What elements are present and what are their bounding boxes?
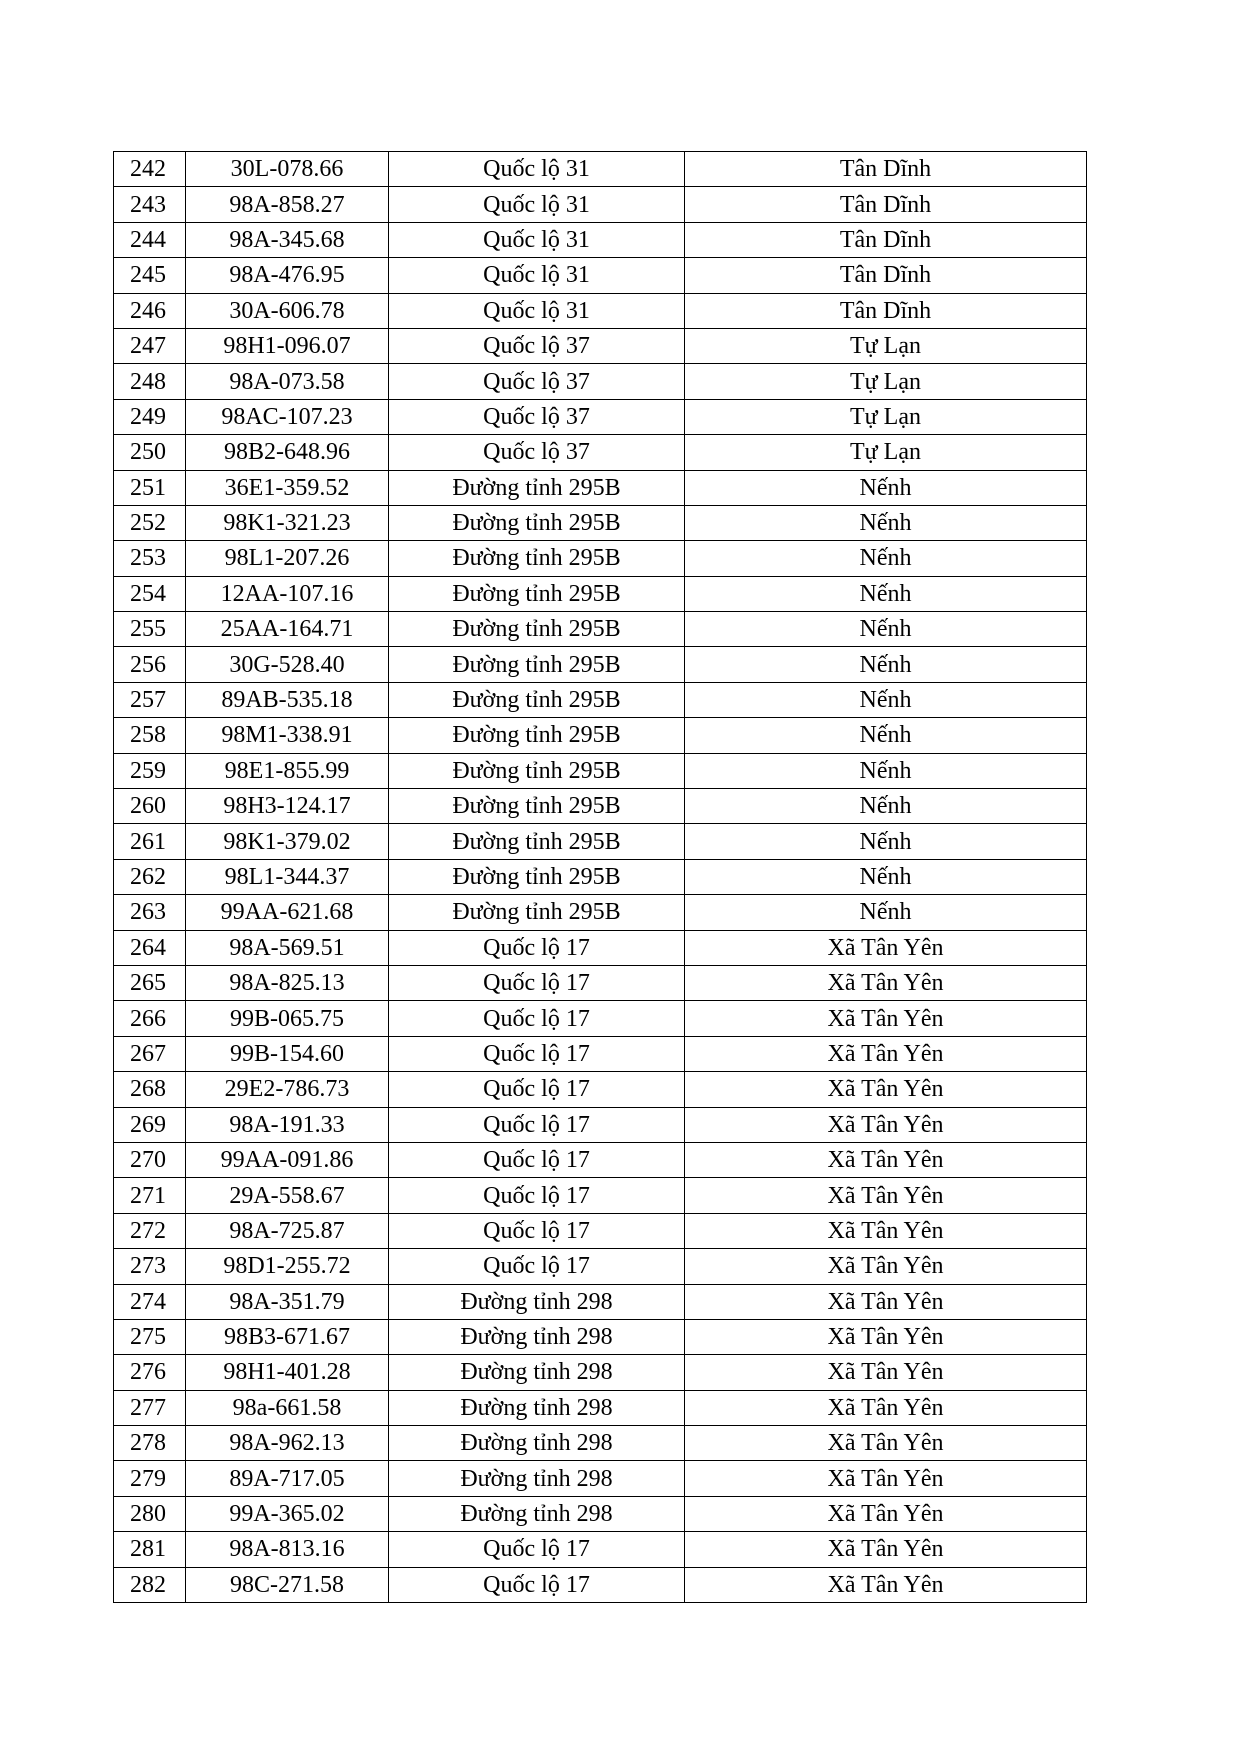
table-row — [114, 328, 1087, 363]
road-cell: Đường tỉnh 295B — [389, 505, 685, 540]
row-number-cell: 253 — [114, 541, 186, 576]
road-cell: Quốc lộ 31 — [389, 258, 685, 293]
row-number-cell: 248 — [114, 364, 186, 399]
plate-number-cell: 99B-154.60 — [186, 1036, 389, 1071]
row-number-cell: 269 — [114, 1107, 186, 1142]
road-cell: Quốc lộ 17 — [389, 930, 685, 965]
commune-cell: Nếnh — [685, 612, 1087, 647]
commune-cell: Tân Dĩnh — [685, 222, 1087, 257]
road-cell: Quốc lộ 17 — [389, 965, 685, 1000]
road-cell: Quốc lộ 31 — [389, 152, 685, 187]
road-cell: Quốc lộ 31 — [389, 222, 685, 257]
plate-number-cell: 98AC-107.23 — [186, 399, 389, 434]
commune-cell: Xã Tân Yên — [685, 1461, 1087, 1496]
row-number-cell: 258 — [114, 718, 186, 753]
commune-cell: Nếnh — [685, 647, 1087, 682]
road-cell: Đường tỉnh 298 — [389, 1390, 685, 1425]
table-row — [114, 859, 1087, 894]
road-cell: Đường tỉnh 295B — [389, 753, 685, 788]
row-number-cell: 271 — [114, 1178, 186, 1213]
road-cell: Đường tỉnh 298 — [389, 1426, 685, 1461]
table-row — [114, 576, 1087, 611]
road-cell: Quốc lộ 17 — [389, 1001, 685, 1036]
table-row — [114, 1355, 1087, 1390]
plate-number-cell: 98A-825.13 — [186, 965, 389, 1000]
table-row — [114, 718, 1087, 753]
table-row — [114, 824, 1087, 859]
plate-number-cell: 98K1-321.23 — [186, 505, 389, 540]
table-row — [114, 789, 1087, 824]
table-row — [114, 1461, 1087, 1496]
commune-cell: Nếnh — [685, 824, 1087, 859]
table-row — [114, 1107, 1087, 1142]
commune-cell: Xã Tân Yên — [685, 1249, 1087, 1284]
plate-number-cell: 89A-717.05 — [186, 1461, 389, 1496]
table-row — [114, 1001, 1087, 1036]
road-cell: Đường tỉnh 295B — [389, 470, 685, 505]
plate-number-cell: 98B2-648.96 — [186, 435, 389, 470]
row-number-cell: 277 — [114, 1390, 186, 1425]
commune-cell: Xã Tân Yên — [685, 1178, 1087, 1213]
road-cell: Quốc lộ 37 — [389, 435, 685, 470]
commune-cell: Nếnh — [685, 859, 1087, 894]
row-number-cell: 259 — [114, 753, 186, 788]
row-number-cell: 278 — [114, 1426, 186, 1461]
commune-cell: Xã Tân Yên — [685, 1107, 1087, 1142]
plate-number-cell: 98B3-671.67 — [186, 1319, 389, 1354]
plate-number-cell: 98A-073.58 — [186, 364, 389, 399]
row-number-cell: 243 — [114, 187, 186, 222]
plate-number-cell: 98A-351.79 — [186, 1284, 389, 1319]
table-row — [114, 1072, 1087, 1107]
commune-cell: Xã Tân Yên — [685, 1319, 1087, 1354]
plate-number-cell: 25AA-164.71 — [186, 612, 389, 647]
table-body — [114, 152, 1087, 1603]
row-number-cell: 270 — [114, 1142, 186, 1177]
commune-cell: Xã Tân Yên — [685, 1567, 1087, 1602]
road-cell: Quốc lộ 37 — [389, 364, 685, 399]
plate-number-cell: 36E1-359.52 — [186, 470, 389, 505]
road-cell: Quốc lộ 17 — [389, 1532, 685, 1567]
row-number-cell: 247 — [114, 328, 186, 363]
row-number-cell: 263 — [114, 895, 186, 930]
plate-number-cell: 98A-858.27 — [186, 187, 389, 222]
row-number-cell: 257 — [114, 682, 186, 717]
plate-number-cell: 29E2-786.73 — [186, 1072, 389, 1107]
row-number-cell: 256 — [114, 647, 186, 682]
plate-number-cell: 99B-065.75 — [186, 1001, 389, 1036]
plate-number-cell: 30A-606.78 — [186, 293, 389, 328]
road-cell: Đường tỉnh 295B — [389, 824, 685, 859]
row-number-cell: 280 — [114, 1496, 186, 1531]
plate-number-cell: 12AA-107.16 — [186, 576, 389, 611]
row-number-cell: 249 — [114, 399, 186, 434]
table-row — [114, 435, 1087, 470]
plate-number-cell: 98M1-338.91 — [186, 718, 389, 753]
road-cell: Đường tỉnh 295B — [389, 789, 685, 824]
plate-number-cell: 98H1-401.28 — [186, 1355, 389, 1390]
row-number-cell: 260 — [114, 789, 186, 824]
commune-cell: Xã Tân Yên — [685, 1142, 1087, 1177]
table-row — [114, 682, 1087, 717]
row-number-cell: 275 — [114, 1319, 186, 1354]
commune-cell: Xã Tân Yên — [685, 1072, 1087, 1107]
table-row — [114, 541, 1087, 576]
road-cell: Đường tỉnh 295B — [389, 612, 685, 647]
table-row — [114, 399, 1087, 434]
row-number-cell: 242 — [114, 152, 186, 187]
commune-cell: Nếnh — [685, 895, 1087, 930]
commune-cell: Xã Tân Yên — [685, 1390, 1087, 1425]
row-number-cell: 276 — [114, 1355, 186, 1390]
road-cell: Quốc lộ 17 — [389, 1107, 685, 1142]
plate-number-cell: 98A-569.51 — [186, 930, 389, 965]
road-cell: Đường tỉnh 298 — [389, 1284, 685, 1319]
commune-cell: Nếnh — [685, 753, 1087, 788]
plate-number-cell: 98L1-207.26 — [186, 541, 389, 576]
table-row — [114, 647, 1087, 682]
road-cell: Đường tỉnh 295B — [389, 859, 685, 894]
row-number-cell: 279 — [114, 1461, 186, 1496]
table-row — [114, 505, 1087, 540]
table-row — [114, 258, 1087, 293]
table-row — [114, 1496, 1087, 1531]
row-number-cell: 282 — [114, 1567, 186, 1602]
commune-cell: Nếnh — [685, 576, 1087, 611]
commune-cell: Tự Lạn — [685, 364, 1087, 399]
plate-number-cell: 98H3-124.17 — [186, 789, 389, 824]
commune-cell: Tân Dĩnh — [685, 293, 1087, 328]
row-number-cell: 255 — [114, 612, 186, 647]
table-row — [114, 470, 1087, 505]
violation-table — [113, 151, 1087, 1603]
plate-number-cell: 98K1-379.02 — [186, 824, 389, 859]
row-number-cell: 267 — [114, 1036, 186, 1071]
plate-number-cell: 98A-813.16 — [186, 1532, 389, 1567]
commune-cell: Nếnh — [685, 789, 1087, 824]
plate-number-cell: 89AB-535.18 — [186, 682, 389, 717]
commune-cell: Xã Tân Yên — [685, 1001, 1087, 1036]
road-cell: Quốc lộ 37 — [389, 328, 685, 363]
road-cell: Quốc lộ 17 — [389, 1178, 685, 1213]
table-row — [114, 1036, 1087, 1071]
table-row — [114, 753, 1087, 788]
commune-cell: Tân Dĩnh — [685, 152, 1087, 187]
table-row — [114, 187, 1087, 222]
plate-number-cell: 99AA-621.68 — [186, 895, 389, 930]
road-cell: Quốc lộ 17 — [389, 1567, 685, 1602]
table-row — [114, 1426, 1087, 1461]
table-row — [114, 1178, 1087, 1213]
table-row — [114, 222, 1087, 257]
road-cell: Đường tỉnh 298 — [389, 1461, 685, 1496]
commune-cell: Nếnh — [685, 541, 1087, 576]
plate-number-cell: 98L1-344.37 — [186, 859, 389, 894]
commune-cell: Tự Lạn — [685, 435, 1087, 470]
road-cell: Đường tỉnh 295B — [389, 541, 685, 576]
plate-number-cell: 99A-365.02 — [186, 1496, 389, 1531]
road-cell: Đường tỉnh 295B — [389, 647, 685, 682]
table-row — [114, 1319, 1087, 1354]
road-cell: Đường tỉnh 298 — [389, 1496, 685, 1531]
row-number-cell: 250 — [114, 435, 186, 470]
plate-number-cell: 29A-558.67 — [186, 1178, 389, 1213]
table-row — [114, 364, 1087, 399]
table-row — [114, 1142, 1087, 1177]
plate-number-cell: 30L-078.66 — [186, 152, 389, 187]
row-number-cell: 252 — [114, 505, 186, 540]
row-number-cell: 246 — [114, 293, 186, 328]
plate-number-cell: 98H1-096.07 — [186, 328, 389, 363]
table-row — [114, 293, 1087, 328]
table-row — [114, 1213, 1087, 1248]
road-cell: Đường tỉnh 295B — [389, 895, 685, 930]
row-number-cell: 261 — [114, 824, 186, 859]
commune-cell: Tân Dĩnh — [685, 258, 1087, 293]
table-row — [114, 1567, 1087, 1602]
row-number-cell: 244 — [114, 222, 186, 257]
commune-cell: Nếnh — [685, 470, 1087, 505]
commune-cell: Nếnh — [685, 682, 1087, 717]
row-number-cell: 266 — [114, 1001, 186, 1036]
commune-cell: Xã Tân Yên — [685, 1532, 1087, 1567]
row-number-cell: 251 — [114, 470, 186, 505]
plate-number-cell: 99AA-091.86 — [186, 1142, 389, 1177]
plate-number-cell: 98A-191.33 — [186, 1107, 389, 1142]
road-cell: Quốc lộ 17 — [389, 1142, 685, 1177]
table-row — [114, 965, 1087, 1000]
road-cell: Quốc lộ 31 — [389, 293, 685, 328]
road-cell: Quốc lộ 17 — [389, 1249, 685, 1284]
row-number-cell: 274 — [114, 1284, 186, 1319]
plate-number-cell: 98C-271.58 — [186, 1567, 389, 1602]
table-row — [114, 1284, 1087, 1319]
road-cell: Quốc lộ 17 — [389, 1213, 685, 1248]
row-number-cell: 265 — [114, 965, 186, 1000]
commune-cell: Xã Tân Yên — [685, 1426, 1087, 1461]
plate-number-cell: 98D1-255.72 — [186, 1249, 389, 1284]
road-cell: Đường tỉnh 295B — [389, 682, 685, 717]
table-row — [114, 612, 1087, 647]
plate-number-cell: 98A-476.95 — [186, 258, 389, 293]
row-number-cell: 262 — [114, 859, 186, 894]
road-cell: Quốc lộ 17 — [389, 1036, 685, 1071]
commune-cell: Xã Tân Yên — [685, 1213, 1087, 1248]
row-number-cell: 281 — [114, 1532, 186, 1567]
commune-cell: Xã Tân Yên — [685, 930, 1087, 965]
row-number-cell: 254 — [114, 576, 186, 611]
plate-number-cell: 30G-528.40 — [186, 647, 389, 682]
road-cell: Quốc lộ 17 — [389, 1072, 685, 1107]
commune-cell: Nếnh — [685, 505, 1087, 540]
plate-number-cell: 98A-725.87 — [186, 1213, 389, 1248]
road-cell: Quốc lộ 37 — [389, 399, 685, 434]
road-cell: Đường tỉnh 295B — [389, 718, 685, 753]
plate-number-cell: 98E1-855.99 — [186, 753, 389, 788]
table-row — [114, 1249, 1087, 1284]
road-cell: Đường tỉnh 298 — [389, 1319, 685, 1354]
road-cell: Đường tỉnh 295B — [389, 576, 685, 611]
plate-number-cell: 98a-661.58 — [186, 1390, 389, 1425]
row-number-cell: 272 — [114, 1213, 186, 1248]
row-number-cell: 268 — [114, 1072, 186, 1107]
road-cell: Đường tỉnh 298 — [389, 1355, 685, 1390]
row-number-cell: 273 — [114, 1249, 186, 1284]
commune-cell: Xã Tân Yên — [685, 1355, 1087, 1390]
commune-cell: Xã Tân Yên — [685, 1036, 1087, 1071]
row-number-cell: 264 — [114, 930, 186, 965]
table-row — [114, 895, 1087, 930]
table-row — [114, 1532, 1087, 1567]
road-cell: Quốc lộ 31 — [389, 187, 685, 222]
table-row — [114, 152, 1087, 187]
commune-cell: Tân Dĩnh — [685, 187, 1087, 222]
commune-cell: Xã Tân Yên — [685, 1496, 1087, 1531]
plate-number-cell: 98A-345.68 — [186, 222, 389, 257]
commune-cell: Tự Lạn — [685, 328, 1087, 363]
commune-cell: Nếnh — [685, 718, 1087, 753]
row-number-cell: 245 — [114, 258, 186, 293]
commune-cell: Tự Lạn — [685, 399, 1087, 434]
table-row — [114, 930, 1087, 965]
commune-cell: Xã Tân Yên — [685, 965, 1087, 1000]
table-row — [114, 1390, 1087, 1425]
commune-cell: Xã Tân Yên — [685, 1284, 1087, 1319]
plate-number-cell: 98A-962.13 — [186, 1426, 389, 1461]
